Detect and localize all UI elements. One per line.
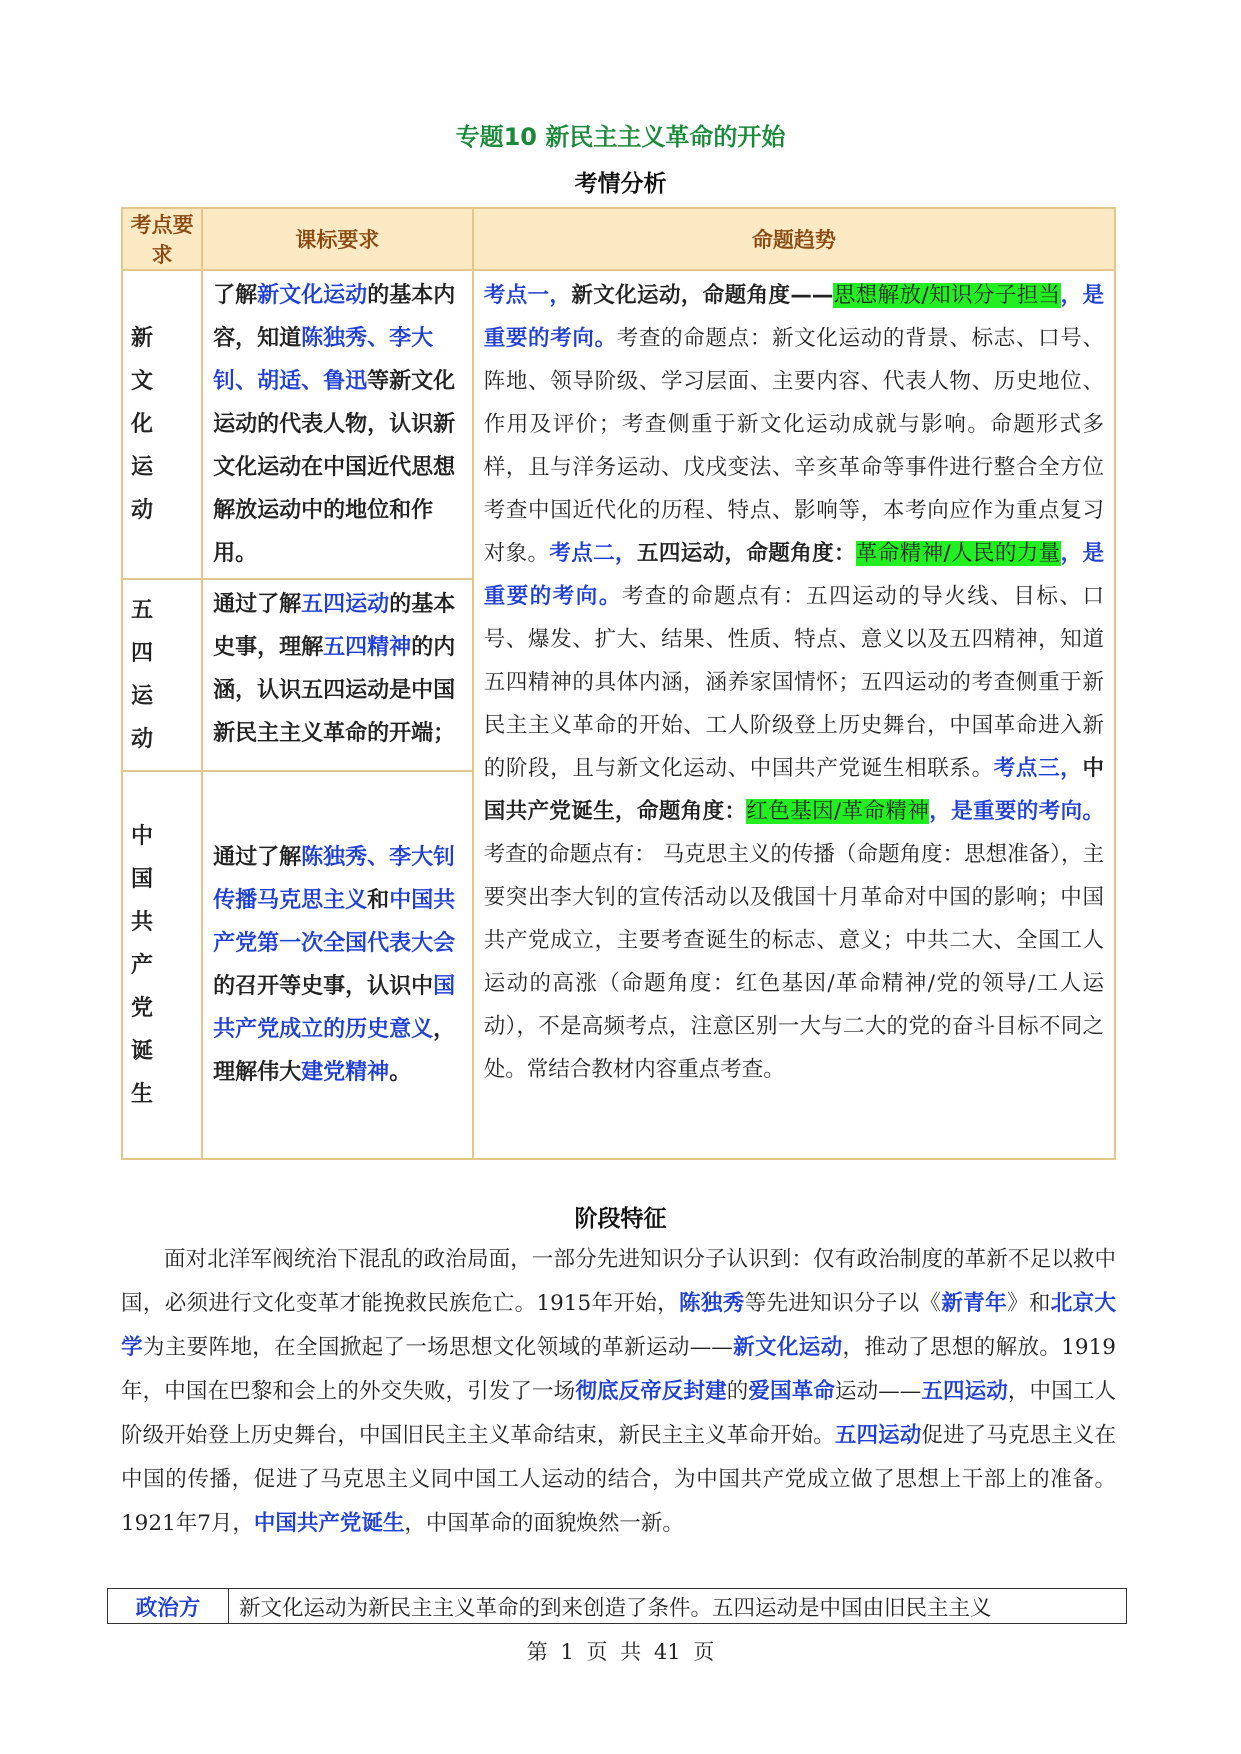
requirement-cell <box>202 579 473 771</box>
text-segment: 考查的命题点：新文化运动的背景、标志、口号、阵地、领导阶级、学习层面、主要内容、代表人物、历史地位、作用及评价；考查侧重于新文化运动成就与影响。命题形式多样，且与洋务运动、戊戌变法、辛亥革命等事件进行整合全方位考查中国近代化的历程、特点、影响等，本考向应作为重点复习对象。 <box>483 326 1104 566</box>
text-segment: ，推动了思想的解放。1919年，中国在巴黎和会上的外交失败，引发了一场 <box>121 1335 1116 1404</box>
text-segment: 新文化运动 <box>732 1335 843 1360</box>
text-segment: 等新文化运动的代表人物，认识新文化运动在中国近代思想解放运动中的地位和作用。 <box>213 369 456 566</box>
text-segment: 等先进知识分子以《 <box>744 1291 942 1316</box>
text-segment: 国共产党成立的历史意义 <box>213 974 456 1042</box>
requirement-cell <box>202 771 473 1159</box>
table-row <box>108 1589 1127 1624</box>
text-segment: 中国共产党诞生，命题角度： <box>483 756 1104 824</box>
text-segment: 五四运动 <box>921 1379 1008 1404</box>
text-segment: 考点三， <box>993 756 1083 781</box>
text-segment: 中国共产党第一次全国代表大会 <box>213 888 456 956</box>
text-segment: 新文化运动，命题角度—— <box>571 283 834 308</box>
text-segment: 考点二， <box>549 541 637 566</box>
text-segment: 新青年 <box>941 1291 1007 1316</box>
table-header-row <box>122 208 1115 270</box>
trend-cell <box>473 270 1115 1159</box>
text-segment: 思想解放/知识分子担当 <box>833 283 1061 308</box>
page-footer: 第 1 页 共 41 页 <box>526 1640 715 1664</box>
text-segment: 的召开等史事，认识中 <box>213 974 434 999</box>
text-segment: 彻底反帝反封建 <box>575 1379 727 1404</box>
text-segment: 通过了解 <box>213 592 302 617</box>
text-segment: 考点一， <box>483 283 572 308</box>
text-segment: 建党精神 <box>301 1060 390 1085</box>
text-segment: 和 <box>367 888 390 913</box>
table-row <box>122 270 1115 579</box>
text-segment: 陈独秀、李大钊、胡适、鲁迅 <box>213 326 434 394</box>
text-segment: 陈独秀 <box>678 1291 745 1316</box>
text-segment: 。 <box>389 1060 412 1085</box>
text-segment: 考查的命题点有： 马克思主义的传播（命题角度：思想准备），主要突出李大钊的宣传活动以及俄国十月革命对中国的影响；中国共产党成立，主要考查诞生的标志、意义；中共二大、全国工人运动的高涨（命题角度：红色基因/革命精神/党的领导/工人运动），不是高频考点，注意区别一大与二大的党的奋斗目标不同之处。常结合教材内容重点考查。 <box>483 842 1104 1082</box>
text-segment: ，是重要的考向。 <box>483 283 1104 351</box>
text-segment: 爱国革命 <box>748 1379 835 1404</box>
text-segment: 了解 <box>213 283 258 308</box>
text-segment: ，是重要的考向。 <box>483 541 1104 609</box>
text-segment: 通过了解 <box>213 845 302 870</box>
text-segment: 面对北洋军阀统治下混乱的政治局面，一部分先进知识分子认识到：仅有政治制度的革新不足以救中国，必须进行文化变革才能挽救民族危亡。1915年开始， <box>121 1247 1116 1316</box>
summary-label: 政治方 <box>108 1589 229 1624</box>
topic-cell: 中 国 共 产 党 诞 生 <box>122 771 202 1159</box>
text-segment: 的基本内容，知道 <box>213 283 456 351</box>
text-segment: 考查的命题点有：五四运动的导火线、目标、口号、爆发、扩大、结果、性质、特点、意义以及五四精神，知道五四精神的具体内涵，涵养家国情怀；五四运动的考查侧重于新民主主义革命的开始、工人阶级登上历史舞台，中国革命进入新的阶段，且与新文化运动、中国共产党诞生相联系。 <box>483 584 1104 781</box>
text-segment: 新文化运动 <box>257 283 368 308</box>
text-segment: 运动—— <box>834 1379 922 1404</box>
text-segment: ，中国工人阶级开始登上历史舞台，中国旧民主主义革命结束，新民主主义革命开始。 <box>121 1379 1116 1448</box>
text-segment: 北京大学 <box>121 1291 1116 1360</box>
topic-cell: 新 文 化 运 动 <box>122 270 202 579</box>
summary-table <box>107 1588 1127 1624</box>
text-segment: 五四运动 <box>301 592 390 617</box>
summary-text: 新文化运动为新民主主义革命的到来创造了条件。五四运动是中国由旧民主主义 <box>229 1589 1127 1624</box>
text-segment: 五四精神 <box>323 635 412 660</box>
text-segment: 的 <box>726 1379 749 1404</box>
text-segment: 红色基因/革命精神 <box>746 799 930 824</box>
requirement-cell <box>202 270 473 579</box>
topic-cell: 五 四 运动 <box>122 579 202 771</box>
text-segment: 陈独秀、李大钊传播马克思主义 <box>213 845 456 913</box>
section-title-stage: 阶段特征 <box>574 1206 667 1232</box>
text-segment: 五四运动 <box>834 1423 922 1448</box>
header-kaodian: 考点要求 <box>122 208 202 270</box>
text-segment: 的内涵，认识五四运动是中国新民主主义革命的开端； <box>213 635 456 746</box>
section-title-analysis: 考情分析 <box>574 171 667 197</box>
text-segment: ，理解伟大 <box>213 1017 456 1085</box>
analysis-table <box>121 207 1116 1160</box>
text-segment: 为主要阵地，在全国掀起了一场思想文化领域的革新运动—— <box>142 1335 733 1360</box>
stage-paragraph <box>121 1238 1116 1546</box>
text-segment: 中国共产党诞生 <box>253 1511 405 1536</box>
text-segment: 五四运动，命题角度： <box>636 541 856 566</box>
header-trend: 命题趋势 <box>473 208 1115 270</box>
header-kebiao: 课标要求 <box>202 208 473 270</box>
text-segment: 》和 <box>1007 1291 1051 1316</box>
text-segment: ，是重要的考向。 <box>929 799 1104 824</box>
page-title: 专题10 新民主主义革命的开始 <box>455 123 786 151</box>
text-segment: 促进了马克思主义在中国的传播，促进了马克思主义同中国工人运动的结合，为中国共产党成立做了思想上干部上的准备。1921年7月， <box>121 1423 1116 1536</box>
text-segment: 革命精神/人民的力量 <box>855 541 1061 566</box>
text-segment: ，中国革命的面貌焕然一新。 <box>404 1511 684 1536</box>
text-segment: 的基本史事，理解 <box>213 592 456 660</box>
